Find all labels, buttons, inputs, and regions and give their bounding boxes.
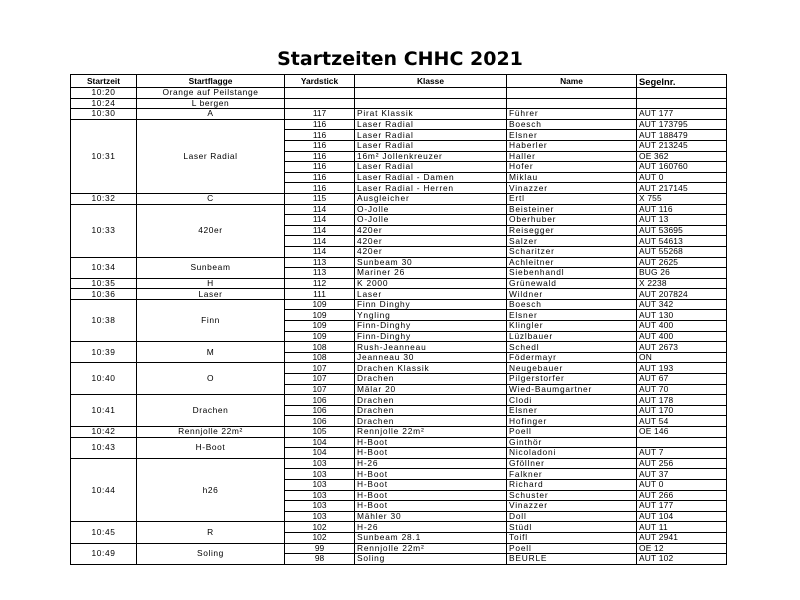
klasse-cell: Finn Dinghy xyxy=(355,299,507,310)
klasse-cell: H-26 xyxy=(355,458,507,469)
name-cell: Reisegger xyxy=(507,225,637,236)
start-time-cell: 10:31 xyxy=(71,119,137,193)
yardstick-cell: 116 xyxy=(285,183,355,194)
name-cell: Schuster xyxy=(507,490,637,501)
name-cell: Elsner xyxy=(507,405,637,416)
segelnr-cell: AUT 177 xyxy=(637,501,727,512)
segelnr-cell: AUT 53695 xyxy=(637,225,727,236)
start-time-cell: 10:38 xyxy=(71,299,137,341)
start-flag-cell: Soling xyxy=(137,543,285,564)
klasse-cell: Mälar 20 xyxy=(355,384,507,395)
segelnr-cell xyxy=(637,437,727,448)
start-time-cell: 10:45 xyxy=(71,522,137,543)
yardstick-cell: 107 xyxy=(285,384,355,395)
name-cell: Elsner xyxy=(507,310,637,321)
yardstick-cell: 105 xyxy=(285,427,355,438)
start-flag-cell: h26 xyxy=(137,458,285,522)
name-cell: Beisteiner xyxy=(507,204,637,215)
start-flag-cell: Finn xyxy=(137,299,285,341)
yardstick-cell: 103 xyxy=(285,490,355,501)
segelnr-cell: AUT 400 xyxy=(637,321,727,332)
yardstick-cell: 109 xyxy=(285,331,355,342)
start-time-cell: 10:30 xyxy=(71,109,137,120)
yardstick-cell: 113 xyxy=(285,268,355,279)
table-row xyxy=(71,342,727,353)
klasse-cell: Sunbeam 28.1 xyxy=(355,532,507,543)
table-row xyxy=(71,109,727,120)
segelnr-cell: AUT 2673 xyxy=(637,342,727,353)
segelnr-cell: AUT 54 xyxy=(637,416,727,427)
segelnr-cell: AUT 213245 xyxy=(637,140,727,151)
name-cell: Oberhuber xyxy=(507,215,637,226)
klasse-cell: Drachen xyxy=(355,405,507,416)
segelnr-cell: AUT 7 xyxy=(637,448,727,459)
name-cell: Miklau xyxy=(507,172,637,183)
name-cell: Ginthör xyxy=(507,437,637,448)
yardstick-cell: 107 xyxy=(285,363,355,374)
yardstick-cell: 99 xyxy=(285,543,355,554)
name-cell: Führer xyxy=(507,109,637,120)
table-row xyxy=(71,88,727,99)
start-flag-cell: Drachen xyxy=(137,395,285,427)
segelnr-cell: BUG 26 xyxy=(637,268,727,279)
segelnr-cell: AUT 193 xyxy=(637,363,727,374)
start-flag-cell: Rennjolle 22m² xyxy=(137,427,285,438)
start-time-cell: 10:41 xyxy=(71,395,137,427)
start-flag-cell: H xyxy=(137,278,285,289)
name-cell: Poell xyxy=(507,427,637,438)
yardstick-cell: 114 xyxy=(285,204,355,215)
name-cell: Achleitner xyxy=(507,257,637,268)
name-cell: Salzer xyxy=(507,236,637,247)
yardstick-cell: 116 xyxy=(285,130,355,141)
klasse-cell: Drachen xyxy=(355,395,507,406)
yardstick-cell: 107 xyxy=(285,374,355,385)
name-cell: Poell xyxy=(507,543,637,554)
klasse-cell: Ausgleicher xyxy=(355,193,507,204)
segelnr-cell: AUT 2625 xyxy=(637,257,727,268)
table-row xyxy=(71,458,727,469)
klasse-cell xyxy=(355,88,507,99)
segelnr-cell: X 2238 xyxy=(637,278,727,289)
segelnr-cell: AUT 207824 xyxy=(637,289,727,300)
klasse-cell: Laser Radial xyxy=(355,140,507,151)
segelnr-cell: OE 146 xyxy=(637,427,727,438)
segelnr-cell: AUT 400 xyxy=(637,331,727,342)
klasse-cell: Laser xyxy=(355,289,507,300)
segelnr-cell: AUT 177 xyxy=(637,109,727,120)
segelnr-cell: AUT 54613 xyxy=(637,236,727,247)
name-cell: Haberler xyxy=(507,140,637,151)
yardstick-cell: 108 xyxy=(285,352,355,363)
page-title: Startzeiten CHHC 2021 xyxy=(277,48,523,70)
klasse-cell: Laser Radial - Herren xyxy=(355,183,507,194)
yardstick-cell: 106 xyxy=(285,395,355,406)
yardstick-cell: 112 xyxy=(285,278,355,289)
name-cell: Klingler xyxy=(507,321,637,332)
column-header-klasse: Klasse xyxy=(355,75,507,88)
klasse-cell: Rennjolle 22m² xyxy=(355,543,507,554)
start-time-cell: 10:42 xyxy=(71,427,137,438)
name-cell: Neugebauer xyxy=(507,363,637,374)
klasse-cell: 420er xyxy=(355,225,507,236)
table-row xyxy=(71,98,727,109)
name-cell: Wied-Baumgartner xyxy=(507,384,637,395)
klasse-cell: Mähler 30 xyxy=(355,511,507,522)
name-cell: Richard xyxy=(507,479,637,490)
yardstick-cell: 103 xyxy=(285,469,355,480)
name-cell: Gföllner xyxy=(507,458,637,469)
yardstick-cell: 116 xyxy=(285,119,355,130)
name-cell: Scharitzer xyxy=(507,246,637,257)
start-flag-cell: O xyxy=(137,363,285,395)
segelnr-cell: OE 12 xyxy=(637,543,727,554)
yardstick-cell: 114 xyxy=(285,215,355,226)
segelnr-cell: AUT 0 xyxy=(637,172,727,183)
klasse-cell: Jeanneau 30 xyxy=(355,352,507,363)
segelnr-cell: X 755 xyxy=(637,193,727,204)
name-cell: BEURLE xyxy=(507,554,637,565)
klasse-cell xyxy=(355,98,507,109)
klasse-cell: Laser Radial xyxy=(355,162,507,173)
start-times-table xyxy=(70,74,727,565)
klasse-cell: K 2000 xyxy=(355,278,507,289)
segelnr-cell: AUT 160760 xyxy=(637,162,727,173)
start-flag-cell: A xyxy=(137,109,285,120)
name-cell: Vinazzer xyxy=(507,501,637,512)
yardstick-cell: 114 xyxy=(285,236,355,247)
column-header-segelnr: Segelnr. xyxy=(637,75,727,88)
segelnr-cell: AUT 170 xyxy=(637,405,727,416)
name-cell: Ertl xyxy=(507,193,637,204)
yardstick-cell xyxy=(285,98,355,109)
name-cell xyxy=(507,98,637,109)
yardstick-cell: 113 xyxy=(285,257,355,268)
segelnr-cell: AUT 0 xyxy=(637,479,727,490)
klasse-cell: 420er xyxy=(355,246,507,257)
klasse-cell: Laser Radial xyxy=(355,130,507,141)
klasse-cell: H-Boot xyxy=(355,501,507,512)
column-header-yardstick: Yardstick xyxy=(285,75,355,88)
yardstick-cell: 114 xyxy=(285,246,355,257)
table-row xyxy=(71,522,727,533)
name-cell: Vinazzer xyxy=(507,183,637,194)
klasse-cell: H-Boot xyxy=(355,469,507,480)
yardstick-cell: 103 xyxy=(285,479,355,490)
name-cell: Clodi xyxy=(507,395,637,406)
segelnr-cell: AUT 256 xyxy=(637,458,727,469)
segelnr-cell xyxy=(637,88,727,99)
klasse-cell: H-Boot xyxy=(355,479,507,490)
klasse-cell: H-26 xyxy=(355,522,507,533)
yardstick-cell: 117 xyxy=(285,109,355,120)
table-row xyxy=(71,363,727,374)
name-cell: Schedl xyxy=(507,342,637,353)
start-flag-cell: H-Boot xyxy=(137,437,285,458)
table-row xyxy=(71,119,727,130)
name-cell xyxy=(507,88,637,99)
start-time-cell: 10:43 xyxy=(71,437,137,458)
name-cell: Hofinger xyxy=(507,416,637,427)
name-cell: Haller xyxy=(507,151,637,162)
name-cell: Grünewald xyxy=(507,278,637,289)
name-cell: Falkner xyxy=(507,469,637,480)
klasse-cell: 420er xyxy=(355,236,507,247)
segelnr-cell: AUT 173795 xyxy=(637,119,727,130)
table-row xyxy=(71,204,727,215)
segelnr-cell: AUT 11 xyxy=(637,522,727,533)
klasse-cell: H-Boot xyxy=(355,490,507,501)
segelnr-cell xyxy=(637,98,727,109)
segelnr-cell: AUT 130 xyxy=(637,310,727,321)
name-cell: Födermayr xyxy=(507,352,637,363)
table-row xyxy=(71,395,727,406)
segelnr-cell: AUT 188479 xyxy=(637,130,727,141)
segelnr-cell: AUT 217145 xyxy=(637,183,727,194)
start-time-cell: 10:33 xyxy=(71,204,137,257)
name-cell: Elsner xyxy=(507,130,637,141)
name-cell: Toifl xyxy=(507,532,637,543)
table-row xyxy=(71,543,727,554)
table-row xyxy=(71,427,727,438)
start-flag-cell: Laser Radial xyxy=(137,119,285,193)
start-flag-cell: 420er xyxy=(137,204,285,257)
yardstick-cell: 104 xyxy=(285,437,355,448)
segelnr-cell: AUT 2941 xyxy=(637,532,727,543)
segelnr-cell: AUT 342 xyxy=(637,299,727,310)
name-cell: Hofer xyxy=(507,162,637,173)
column-header-name: Name xyxy=(507,75,637,88)
name-cell: Wildner xyxy=(507,289,637,300)
klasse-cell: O-Jolle xyxy=(355,215,507,226)
klasse-cell: Sunbeam 30 xyxy=(355,257,507,268)
klasse-cell: Laser Radial - Damen xyxy=(355,172,507,183)
start-time-cell: 10:39 xyxy=(71,342,137,363)
klasse-cell: Rush-Jeanneau xyxy=(355,342,507,353)
klasse-cell: Drachen xyxy=(355,374,507,385)
klasse-cell: Rennjolle 22m² xyxy=(355,427,507,438)
table-row xyxy=(71,193,727,204)
name-cell: Stüdl xyxy=(507,522,637,533)
klasse-cell: Soling xyxy=(355,554,507,565)
yardstick-cell: 103 xyxy=(285,501,355,512)
start-flag-cell: L bergen xyxy=(137,98,285,109)
segelnr-cell: AUT 55268 xyxy=(637,246,727,257)
klasse-cell: Finn-Dinghy xyxy=(355,331,507,342)
yardstick-cell: 111 xyxy=(285,289,355,300)
name-cell: Doll xyxy=(507,511,637,522)
yardstick-cell: 106 xyxy=(285,416,355,427)
yardstick-cell: 115 xyxy=(285,193,355,204)
start-time-cell: 10:24 xyxy=(71,98,137,109)
segelnr-cell: AUT 37 xyxy=(637,469,727,480)
start-flag-cell: Laser xyxy=(137,289,285,300)
yardstick-cell xyxy=(285,88,355,99)
yardstick-cell: 106 xyxy=(285,405,355,416)
table-row xyxy=(71,278,727,289)
segelnr-cell: AUT 67 xyxy=(637,374,727,385)
name-cell: Nicoladoni xyxy=(507,448,637,459)
klasse-cell: Mariner 26 xyxy=(355,268,507,279)
start-time-cell: 10:20 xyxy=(71,88,137,99)
klasse-cell: H-Boot xyxy=(355,448,507,459)
start-time-cell: 10:44 xyxy=(71,458,137,522)
klasse-cell: Yngling xyxy=(355,310,507,321)
segelnr-cell: AUT 116 xyxy=(637,204,727,215)
table-row xyxy=(71,437,727,448)
column-header-startflagge: Startflagge xyxy=(137,75,285,88)
start-flag-cell: C xyxy=(137,193,285,204)
start-time-cell: 10:34 xyxy=(71,257,137,278)
start-time-cell: 10:32 xyxy=(71,193,137,204)
yardstick-cell: 103 xyxy=(285,511,355,522)
table-row xyxy=(71,289,727,300)
segelnr-cell: AUT 266 xyxy=(637,490,727,501)
klasse-cell: Drachen xyxy=(355,416,507,427)
yardstick-cell: 104 xyxy=(285,448,355,459)
table-row xyxy=(71,299,727,310)
yardstick-cell: 109 xyxy=(285,310,355,321)
yardstick-cell: 108 xyxy=(285,342,355,353)
klasse-cell: Drachen Klassik xyxy=(355,363,507,374)
start-time-cell: 10:40 xyxy=(71,363,137,395)
yardstick-cell: 114 xyxy=(285,225,355,236)
yardstick-cell: 116 xyxy=(285,151,355,162)
name-cell: Boesch xyxy=(507,299,637,310)
segelnr-cell: AUT 178 xyxy=(637,395,727,406)
segelnr-cell: ON xyxy=(637,352,727,363)
start-time-cell: 10:49 xyxy=(71,543,137,564)
segelnr-cell: OE 362 xyxy=(637,151,727,162)
yardstick-cell: 98 xyxy=(285,554,355,565)
start-flag-cell: Sunbeam xyxy=(137,257,285,278)
start-flag-cell: Orange auf Peilstange xyxy=(137,88,285,99)
name-cell: Siebenhandl xyxy=(507,268,637,279)
start-flag-cell: R xyxy=(137,522,285,543)
start-time-cell: 10:36 xyxy=(71,289,137,300)
segelnr-cell: AUT 102 xyxy=(637,554,727,565)
yardstick-cell: 103 xyxy=(285,458,355,469)
segelnr-cell: AUT 13 xyxy=(637,215,727,226)
table-header-row xyxy=(71,75,727,88)
yardstick-cell: 102 xyxy=(285,522,355,533)
column-header-startzeit: Startzeit xyxy=(71,75,137,88)
yardstick-cell: 116 xyxy=(285,140,355,151)
yardstick-cell: 109 xyxy=(285,321,355,332)
table-row xyxy=(71,257,727,268)
klasse-cell: 16m² Jollenkreuzer xyxy=(355,151,507,162)
name-cell: Boesch xyxy=(507,119,637,130)
klasse-cell: Finn-Dinghy xyxy=(355,321,507,332)
klasse-cell: Laser Radial xyxy=(355,119,507,130)
yardstick-cell: 116 xyxy=(285,172,355,183)
klasse-cell: H-Boot xyxy=(355,437,507,448)
yardstick-cell: 116 xyxy=(285,162,355,173)
segelnr-cell: AUT 104 xyxy=(637,511,727,522)
yardstick-cell: 102 xyxy=(285,532,355,543)
start-time-cell: 10:35 xyxy=(71,278,137,289)
segelnr-cell: AUT 70 xyxy=(637,384,727,395)
klasse-cell: O-Jolle xyxy=(355,204,507,215)
klasse-cell: Pirat Klassik xyxy=(355,109,507,120)
name-cell: Lüzlbauer xyxy=(507,331,637,342)
start-flag-cell: M xyxy=(137,342,285,363)
yardstick-cell: 109 xyxy=(285,299,355,310)
name-cell: Pilgerstorfer xyxy=(507,374,637,385)
